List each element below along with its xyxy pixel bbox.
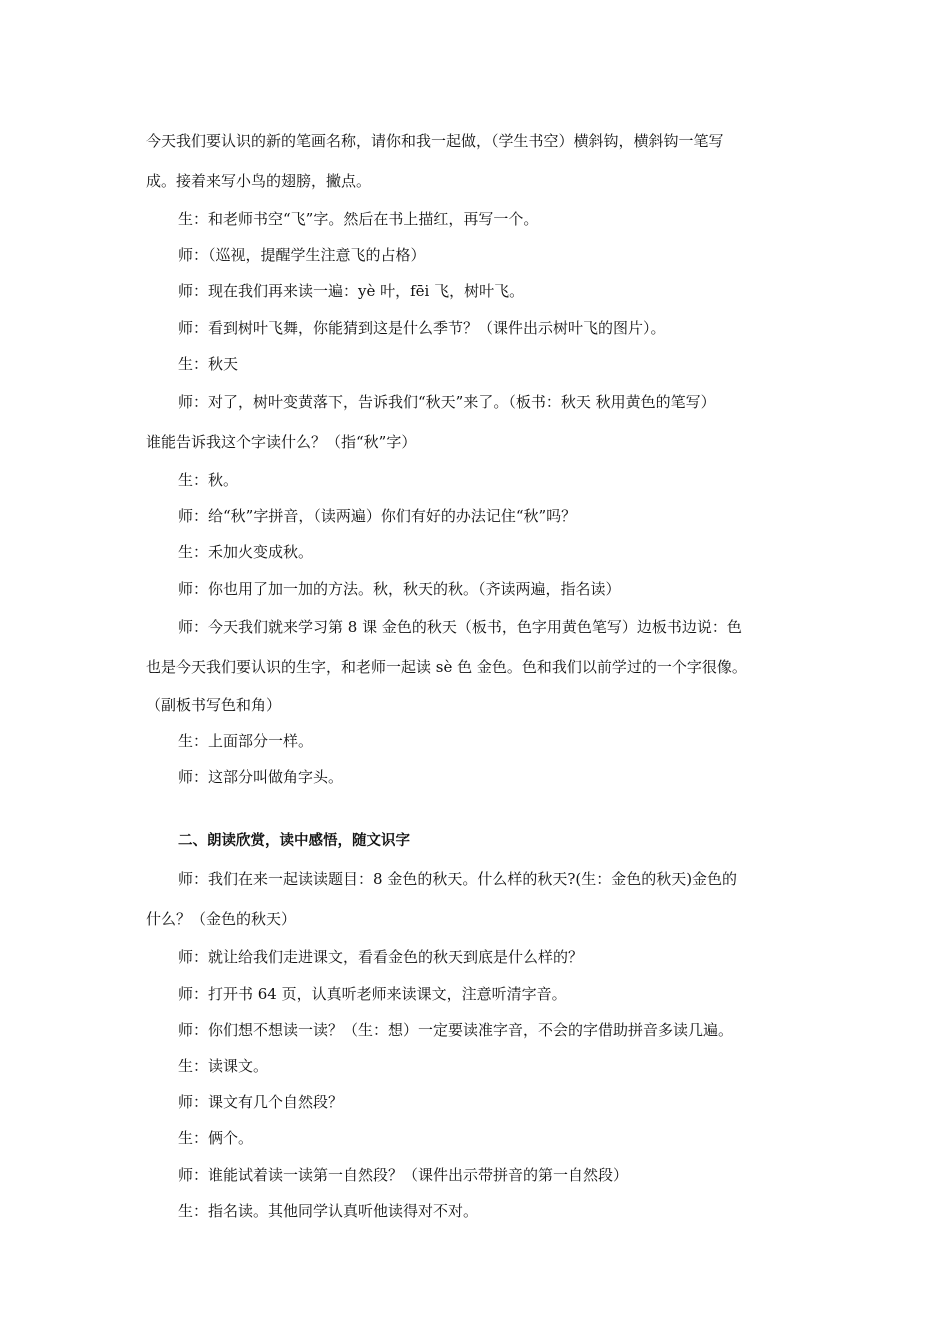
paragraph-line: 师：你也用了加一加的方法。秋，秋天的秋。（齐读两遍，指名读） — [178, 579, 621, 598]
paragraph-line: 师：就让给我们走进课文，看看金色的秋天到底是什么样的？ — [178, 948, 584, 967]
paragraph-line: 师：打开书 64 页，认真听老师来读课文，注意听清字音。 — [178, 984, 567, 1003]
paragraph-line: 师：看到树叶飞舞，你能猜到这是什么季节？（课件出示树叶飞的图片）。 — [178, 318, 666, 337]
paragraph-line: 生：秋天 — [178, 354, 239, 373]
paragraph-line: 谁能告诉我这个字读什么？（指“秋”字） — [146, 432, 417, 451]
paragraph-line: 师：这部分叫做角字头。 — [178, 768, 344, 787]
section-2 — [146, 823, 830, 1229]
paragraph-line: 生：禾加火变成秋。 — [178, 543, 314, 562]
paragraph-line: 师：谁能试着读一读第一自然段？（课件出示带拼音的第一自然段） — [178, 1165, 629, 1184]
paragraph-line: 师：现在我们再来读一遍：yè 叶，fēi 飞，树叶飞。 — [178, 282, 525, 301]
paragraph-line: 师：课文有几个自然段？ — [178, 1093, 344, 1112]
paragraph-line: （副板书写色和角） — [146, 695, 282, 714]
paragraph-line: 师：你们想不想读一读？（生：想）一定要读准字音，不会的字借助拼音多读几遍。 — [178, 1020, 734, 1039]
section-heading: 二、朗读欣赏，读中感悟，随文识字 — [178, 833, 410, 850]
paragraph-line: 生：读课文。 — [178, 1057, 269, 1075]
paragraph-line: 生：上面部分一样。 — [178, 731, 314, 750]
section-1 — [146, 121, 830, 795]
paragraph-line: 今天我们要认识的新的笔画名称，请你和我一起做，（学生书空）横斜钩，横斜钩一笔写 — [146, 132, 724, 150]
paragraph-line: 也是今天我们要认识的生字，和老师一起读 sè 色 金色。色和我们以前学过的一个字很像。 — [146, 657, 747, 676]
paragraph-line: 师：今天我们就来学习第 8 课 金色的秋天（板书，色字用黄色笔写）边板书边说：色 — [178, 617, 742, 636]
paragraph-line: 成。接着来写小鸟的翅膀，撇点。 — [146, 172, 372, 190]
paragraph-line: 生：秋。 — [178, 470, 239, 489]
paragraph-line: 师：对了，树叶变黄落下，告诉我们“秋天”来了。（板书：秋天 秋用黄色的笔写） — [178, 392, 716, 411]
paragraph-line: 生：指名读。其他同学认真听他读得对不对。 — [178, 1201, 479, 1220]
paragraph-line: 什么？（金色的秋天） — [146, 910, 297, 929]
paragraph-line: 生：俩个。 — [178, 1129, 254, 1148]
section-gap — [146, 795, 830, 823]
paragraph-line: 师：（巡视，提醒学生注意飞的占格） — [178, 246, 426, 265]
paragraph-line: 师：我们在来一起读读题目：8 金色的秋天。什么样的秋天?(生：金色的秋天)金色的 — [178, 870, 738, 889]
paragraph-line: 师：给“秋”字拼音，（读两遍）你们有好的办法记住“秋”吗？ — [178, 507, 577, 526]
paragraph-line: 生：和老师书空“飞”字。然后在书上描红，再写一个。 — [178, 210, 539, 228]
